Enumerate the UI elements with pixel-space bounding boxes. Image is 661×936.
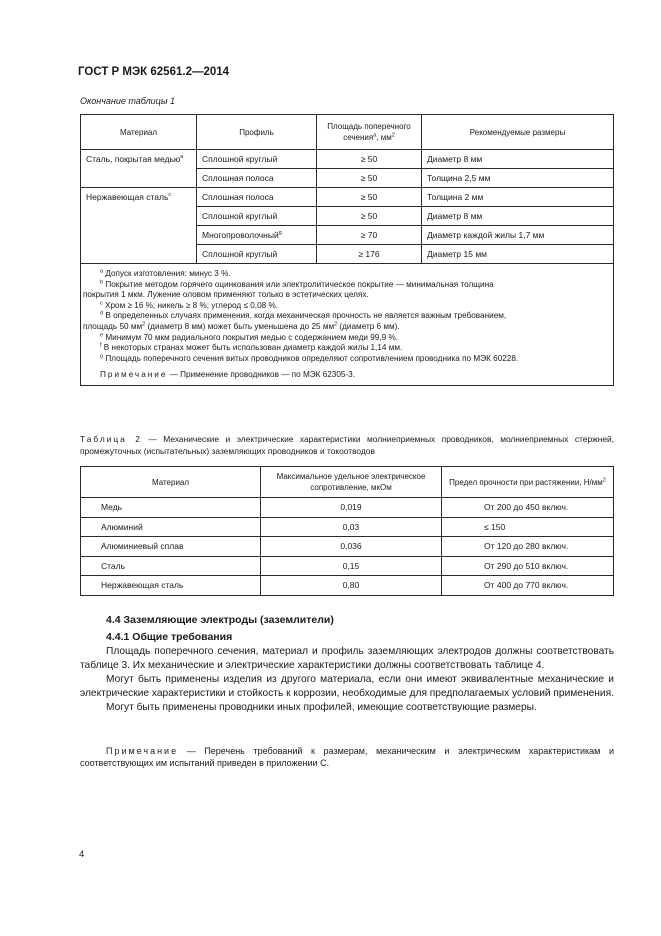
table1-remark: Примечание — Применение проводников — по МЭК 62305-3. <box>100 370 356 380</box>
table2-header-row <box>81 467 614 498</box>
cell-size: Диаметр каждой жилы 1,7 мм <box>422 226 614 245</box>
table1-notes-row <box>81 264 614 386</box>
cell-strength: От 200 до 450 включ. <box>442 498 614 518</box>
cell-area: ≥ 50 <box>317 169 422 188</box>
paragraph: Могут быть применены проводники иных профилей, имеющие соответствующие размеры. <box>106 702 537 713</box>
footnote-f: $^f$ В некоторых странах может быть использован диаметр каждой жилы 1,14 мм. <box>100 342 403 353</box>
document-header: ГОСТ Р МЭК 62561.2—2014 <box>78 66 230 78</box>
cell-resistance: 0,80 <box>261 576 442 596</box>
table1-footnotes <box>81 264 614 386</box>
cell-size: Диаметр 8 мм <box>422 207 614 226</box>
table-row <box>81 537 614 557</box>
footnote-a: $^a$ Допуск изготовления: минус 3 %. <box>100 268 231 278</box>
cell-profile: Сплошная полоса <box>197 188 317 207</box>
cell-profile: Сплошной круглый <box>197 245 317 264</box>
cell-profile: Многопроволочный$^g$ <box>197 226 317 245</box>
footnote-b-cont: покрытия 1 мкм. Лужение оловом применяют только в эстетических целях. <box>83 290 369 300</box>
footnote-c: $^c$ Хром ≥ 16 %; никель ≥ 8 %; углерод ≤ 0,08 %. <box>100 300 279 310</box>
cell-area: ≥ 50 <box>317 188 422 207</box>
footnote-d-cont: площадь 50 $мм^2$ (диаметр 8 мм) может быть уменьшена до 25 $мм^2$ (диаметр 6 мм). <box>83 321 400 331</box>
cell-strength: От 400 до 770 включ. <box>442 576 614 596</box>
table-1 <box>80 114 614 386</box>
cell-profile: Сплошной круглый <box>197 207 317 226</box>
cell-material: Нержавеющая сталь <box>81 576 261 596</box>
cell-profile: Сплошной круглый <box>197 150 317 169</box>
col-header-strength: Предел прочности при растяжении, $Н/мм^2$ <box>442 467 614 498</box>
cell-material: Сталь, покрытая медью$^a$ <box>81 150 197 188</box>
table1-header-row <box>81 115 614 150</box>
table-row <box>81 150 614 169</box>
col-header-sizes: Рекомендуемые размеры <box>422 115 614 150</box>
col-header-material: Материал <box>81 115 197 150</box>
table-2 <box>80 466 614 596</box>
cell-area: ≥ 50 <box>317 207 422 226</box>
table1-caption: Окончание таблицы 1 <box>80 96 175 106</box>
cell-material: Сталь <box>81 556 261 576</box>
table2-caption: Таблица 2 — Механические и электрические характеристики молниеприемных проводников, молниеприемных стержней, промежуточных (испытательных) заземляющих проводников и токоотводов <box>80 434 614 456</box>
section-body <box>80 645 614 715</box>
cell-strength: ≤ 150 <box>442 517 614 537</box>
table-row <box>81 517 614 537</box>
paragraph: Площадь поперечного сечения, материал и профиль заземляющих электродов должны соответствовать таблице 3. Их механические и электрические характеристики должны соответствовать таблице 4. <box>80 646 614 671</box>
section-heading-4-4-1: 4.4.1 Общие требования <box>106 631 233 643</box>
cell-size: Диаметр 15 мм <box>422 245 614 264</box>
cell-size: Толщина 2,5 мм <box>422 169 614 188</box>
cell-strength: От 120 до 280 включ. <box>442 537 614 557</box>
col-header-area: Площадь поперечного сечения$^a$, $мм^2$ <box>317 115 422 150</box>
cell-material: Алюминий <box>81 517 261 537</box>
col-header-resistance: Максимальное удельное электрическое сопротивление, мкОм <box>261 467 442 498</box>
table-row <box>81 188 614 207</box>
cell-material: Медь <box>81 498 261 518</box>
cell-resistance: 0,036 <box>261 537 442 557</box>
col-header-profile: Профиль <box>197 115 317 150</box>
cell-resistance: 0,03 <box>261 517 442 537</box>
footnote-d: $^d$ В определенных случаях применения, когда механическая прочность не является важным требованием, <box>100 310 507 321</box>
cell-material: Алюминиевый сплав <box>81 537 261 557</box>
col-header-material: Материал <box>81 467 261 498</box>
cell-material: Нержавеющая сталь$^c$ <box>81 188 197 264</box>
cell-resistance: 0,15 <box>261 556 442 576</box>
section-heading-4-4: 4.4 Заземляющие электроды (заземлители) <box>106 614 334 626</box>
cell-profile: Сплошная полоса <box>197 169 317 188</box>
table-row <box>81 556 614 576</box>
cell-strength: От 290 до 510 включ. <box>442 556 614 576</box>
cell-size: Толщина 2 мм <box>422 188 614 207</box>
footnote-b: $^b$ Покрытие методом горячего оцинкования или электролитическое покрытие — минимальная толщина <box>100 278 494 289</box>
cell-area: ≥ 70 <box>317 226 422 245</box>
table-row <box>81 576 614 596</box>
paragraph: Могут быть применены изделия из другого материала, если они имеют эквивалентные механические и электрические характеристики и стойкость к коррозии, необходимые для предполагаемых условий применения. <box>80 674 614 699</box>
page-number: 4 <box>79 849 85 860</box>
cell-size: Диаметр 8 мм <box>422 150 614 169</box>
section-note: Примечание — Перечень требований к размерам, механическим и электрическим характеристикам и соответствующих им испытаний приведен в приложении С. <box>80 746 614 768</box>
footnote-g: $^g$ Площадь поперечного сечения витых проводников определяют сопротивлением проводника по МЭК 60228. <box>100 353 519 363</box>
table-row <box>81 498 614 518</box>
footnote-e: $^e$ Минимум 70 мкм радиального покрытия медью с содержанием меди 99,9 %. <box>100 331 398 342</box>
cell-area: ≥ 50 <box>317 150 422 169</box>
cell-area: ≥ 176 <box>317 245 422 264</box>
cell-resistance: 0,019 <box>261 498 442 518</box>
